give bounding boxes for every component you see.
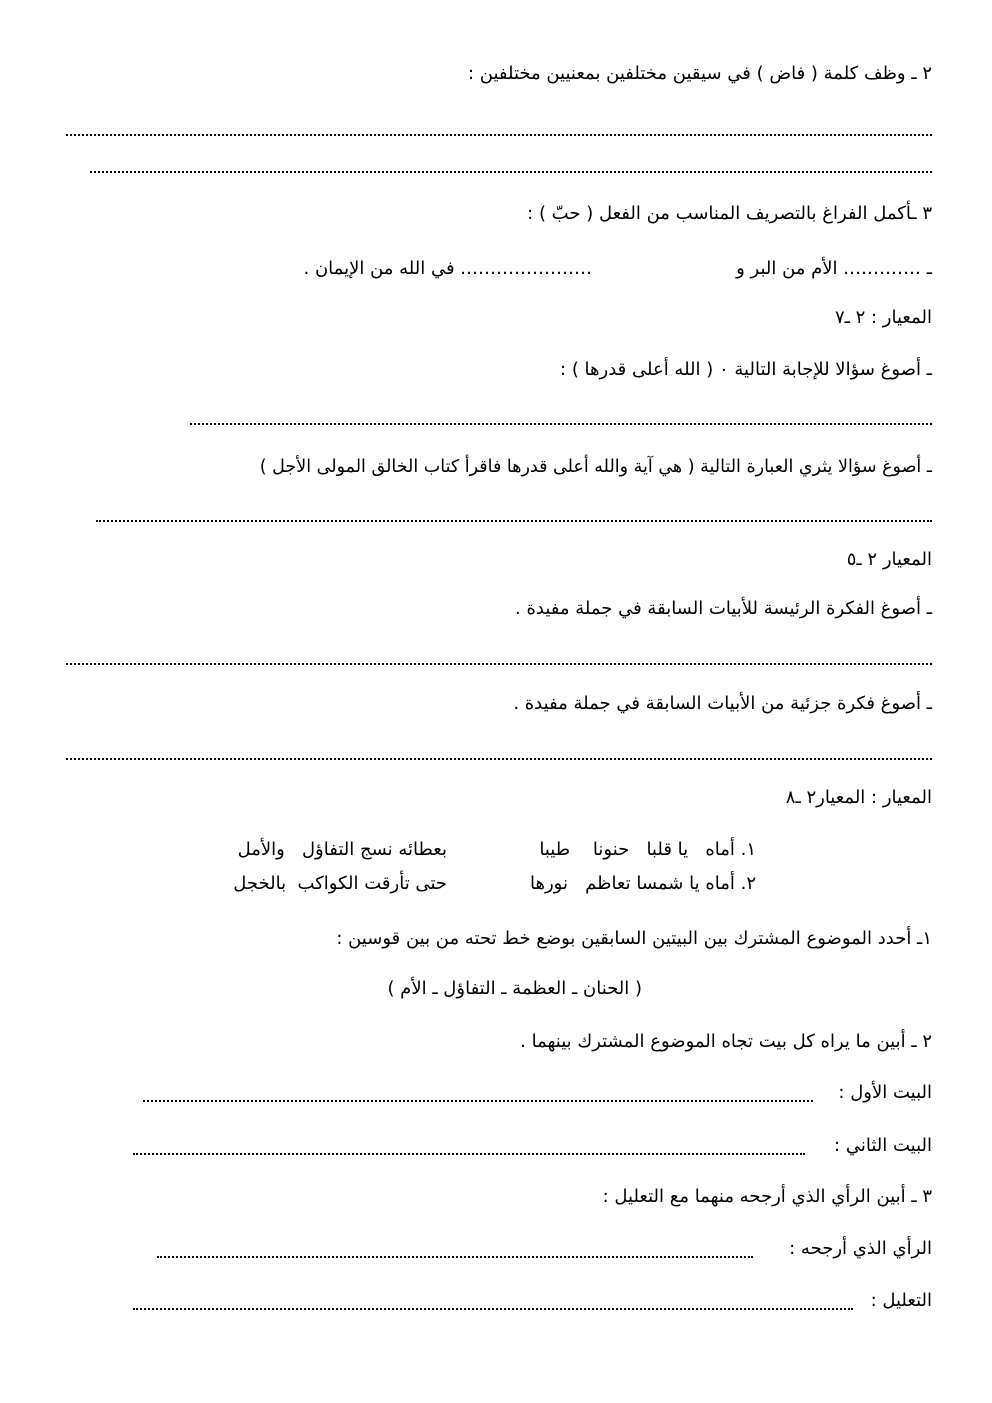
first-verse-label: البيت الأول : (838, 1082, 932, 1103)
preferred-view-label: الرأي الذي أرجحه : (789, 1238, 932, 1259)
second-verse-label: البيت الثاني : (834, 1135, 932, 1156)
question-preferred-view: ٣ ـ أبين الرأي الذي أرجحه منهما مع التعليل : (602, 1186, 932, 1207)
question-main-idea: ـ أصوغ الفكرة الرئيسة للأبيات السابقة في جملة مفيدة . (515, 598, 932, 619)
answer-line[interactable] (96, 520, 932, 522)
fill-sentence-part-b: …………………. في الله من الإيمان . (303, 258, 592, 279)
answer-line[interactable] (90, 171, 932, 173)
theme-options[interactable]: ( الحنان ـ العظمة ـ التفاؤل ـ الأم ) (387, 978, 642, 999)
criterion-label: المعيار : المعيار٢ ـ٨ (785, 787, 932, 808)
question-sub-idea: ـ أصوغ فكرة جزئية من الأبيات السابقة في جملة مفيدة . (513, 693, 932, 714)
question-fill-blank: ٣ ـأكمل الفراغ بالتصريف المناسب من الفعل ( حبّ ) : (527, 203, 932, 224)
criterion-label: المعيار : ٢ ـ٧ (834, 307, 932, 328)
question-common-theme: ١ـ أحدد الموضوع المشترك بين البيتين السابقين بوضع خط تحته من بين قوسين : (336, 928, 932, 949)
question-ask-enrich: ـ أصوغ سؤالا يثري العبارة التالية ( هي آية والله أعلى قدرها فاقرأ كتاب الخالق المولى الأجل ) (259, 457, 932, 477)
poem-line-1-second-half: بعطائه نسج التفاؤل والأمل (237, 839, 447, 860)
question-ask-answer: ـ أصوغ سؤالا للإجابة التالية ٠ ( الله أعلى قدرها ) : (560, 359, 932, 380)
answer-line[interactable] (133, 1153, 805, 1155)
poem-line-2-second-half: حتى تأرقت الكواكب بالخجل (233, 873, 447, 894)
answer-line[interactable] (66, 758, 932, 760)
fill-sentence-part-a: ـ …………. الأم من البر و (736, 258, 932, 279)
answer-line[interactable] (66, 134, 932, 136)
reason-label: التعليل : (870, 1290, 932, 1311)
answer-line[interactable] (133, 1308, 853, 1310)
question-use-word: ٢ ـ وظف كلمة ( فاض ) في سيقين مختلفين بمعنيين مختلفين : (467, 63, 932, 84)
answer-line[interactable] (190, 423, 932, 425)
poem-line-1-first-half: ١. أماه يا قلبا حنونا طيبا (539, 839, 756, 860)
answer-line[interactable] (143, 1100, 813, 1102)
answer-line[interactable] (157, 1256, 753, 1258)
question-view: ٢ ـ أبين ما يراه كل بيت تجاه الموضوع المشترك بينهما . (520, 1031, 932, 1052)
poem-line-2-first-half: ٢. أماه يا شمسا تعاظم نورها (530, 873, 756, 894)
criterion-label: المعيار ٢ ـ٥ (846, 549, 932, 570)
answer-line[interactable] (66, 663, 932, 665)
